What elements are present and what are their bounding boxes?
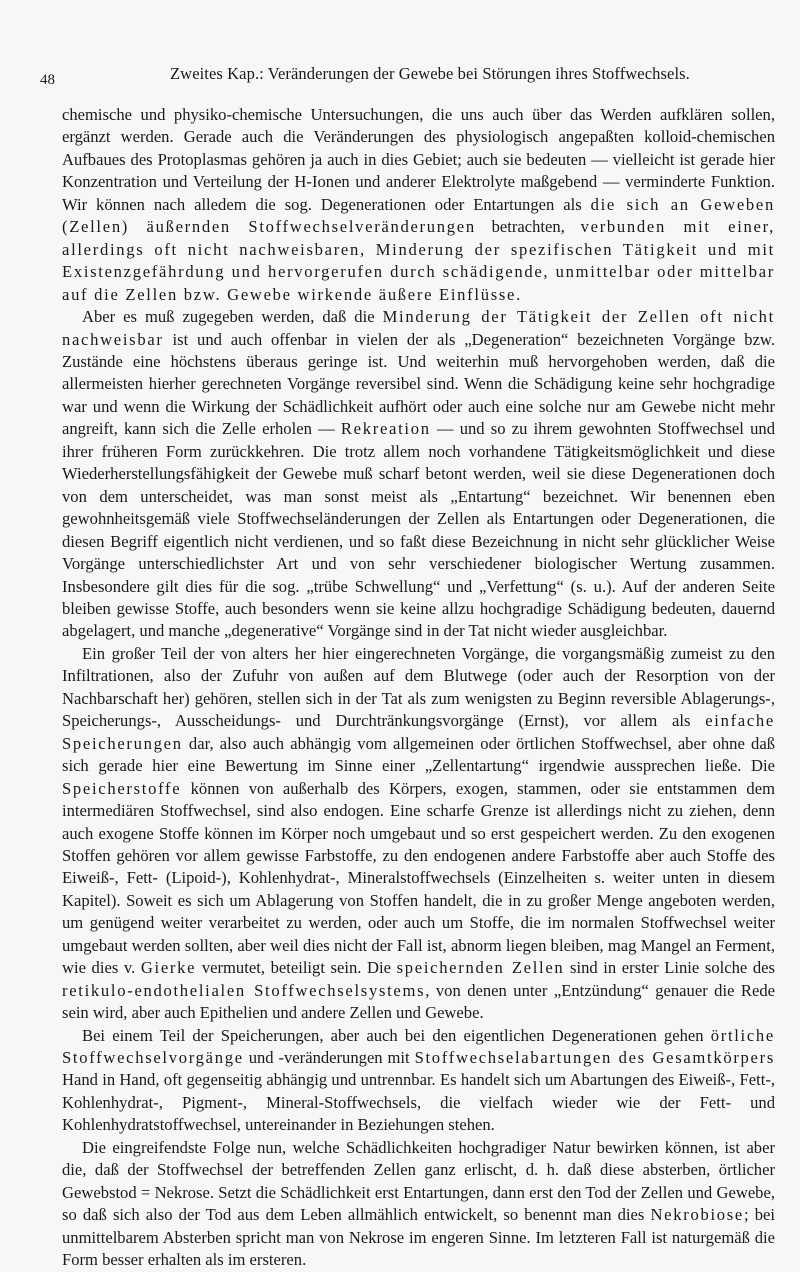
text-run: Die eingreifendste Folge nun, welche Schädlichkeiten hochgradiger Natur bewirken können, ist aber die, daß der Stoffwechsel der betreffenden Zellen ganz erlischt, d. h. daß diese absterben, örtlicher Gewebstod = Nekrose. Setzt die Schädlichkeit erst Entartungen, dann erst den Tod der Zellen und Gewebe, so daß sich also der Tod aus dem Leben allmählich entwickelt, so benennt man dies (62, 1137, 775, 1225)
text-run: vermutet, beteiligt sein. Die (196, 958, 397, 978)
text-run: dar, also auch abhängig vom allgemeinen oder örtlichen Stoffwechsel, aber ohne daß sich gerade hier eine Bewertung im Sinne einer „Zellentartung“ irgendwie aussprechen ließe. Die (62, 733, 775, 776)
running-head: Zweites Kap.: Veränderungen der Gewebe bei Störungen ihres Stoffwechsels. (170, 64, 690, 83)
text-run: ist und auch offenbar in vielen der als „Degeneration“ bezeichneten Vorgänge bzw. Zustände eine höchstens überaus geringe ist. Und weiterhin muß hervorgehoben werden, daß die allermeisten hierher gerechneten Vorgänge reversibel sind. Wenn die Schädigung keine sehr hochgradige war und wenn die Wirkung der Schädlichkeit aufhört oder auch eine solche nur am Gewebe nicht mehr angreift, kann sich die Zelle erholen — (62, 329, 775, 439)
paragraph (62, 104, 775, 306)
emphasized-text: retikulo-endothelialen Stoffwechselsystems (62, 980, 426, 1000)
text-run: können von außerhalb des Körpers, exogen, stammen, oder sie entstammen dem intermediären Stoffwechsel, sind also endogen. Eine scharfe Grenze ist allerdings nicht zu ziehen, denn auch exogene Stoffe können im Körper noch umgebaut und so erst gespeichert werden. Zu den exogenen Stoffen gehören vor allem gewisse Farbstoffe, zu den endogenen andere Farbstoffe aber auch Stoffe des Eiweiß-, Fett- (Lipoid-), Kohlenhydrat-, Mineralstoffwechsels (Einzelheiten s. weiter unten in diesem Kapitel). Soweit es sich um Ablagerung von Stoffen handelt, die in zu großer Menge angeboten werden, um genügend weiter verarbeitet zu werden, oder auch um Stoffe, die im normalen Stoffwechsel weiter umgebaut werden sollten, aber weil dies nicht der Fall ist, abnorm liegen bleiben, mag Mangel an Ferment, wie dies v. (62, 778, 775, 978)
text-run: — und so zu ihrem gewohnten Stoffwechsel und ihrer früheren Form zurückkehren. Die trotz allem noch vorhandene Tätigkeitsmöglichkeit und diese Wiederherstellungsfähigkeit der Gewebe muß scharf betont werden, weil sie diese Degenerationen doch von dem unterscheidet, was man sonst meist als „Entartung“ bezeichnet. Wir benennen eben gewohnheitsgemäß viele Stoffwechseländerungen der Zellen als Entartungen oder Degenerationen, die diesen Begriff eigentlich nicht verdienen, und so faßt diese Bezeichnung in nicht sehr glücklicher Weise Vorgänge unterschiedlichster Art und von sehr verschiedener biologischer Wertung zusammen. Insbesondere gilt dies für die sog. „trübe Schwellung“ und „Verfettung“ (s. u.). Auf der anderen Seite bleiben gewisse Stoffe, auch besonders wenn sie keine allzu hochgradige Schädigung bedeuten, dauernd abgelagert, und manche „degenerative“ Vorgänge sind in der Tat nicht wieder ausgleichbar. (62, 419, 775, 641)
emphasized-text: Rekreation (340, 419, 431, 439)
paragraph (62, 643, 775, 1025)
emphasized-text: die sich an Geweben (Zellen) äußernden Stoffwechselveränderungen (62, 194, 775, 237)
paragraph (62, 306, 775, 643)
book-page (40, 62, 776, 1272)
emphasized-text: Speicherstoffe (62, 778, 182, 798)
emphasized-text: verbunden mit einer, allerdings oft nicht nachweisbaren, Minderung der spezifischen Tätigkeit und mit Existenzgefährdung und hervorgerufen durch schädigende, unmittelbar oder mittelbar auf die Zellen bzw. Gewebe wirkende äußere Einflüsse. (62, 217, 776, 304)
text-run: ; bei unmittelbarem Absterben spricht man von Nekrose im engeren Sinne. Im letzteren Fall ist naturgemäß die Form besser erhalten als im ersteren. (62, 1205, 776, 1270)
text-run: und -veränderungen mit (243, 1048, 415, 1068)
text-run: betrachten, (475, 217, 581, 237)
text-run: Bei einem Teil der Speicherungen, aber auch bei den eigentlichen Degenerationen gehen (82, 1025, 711, 1045)
body-text (62, 104, 775, 1272)
text-run: Ein großer Teil der von alters her hier eingerechneten Vorgänge, die vorgangsmäßig zumeist zu den Infiltrationen, also der Zufuhr von außen auf dem Blutwege (oder auch der Resorption von der Nachbarschaft her) gehören, stellen sich in der Tat als zum wenigsten zu Beginn reversible Ablagerungs-, Speicherungs-, Ausscheidungs- und Durchtränkungsvorgänge (Ernst), vor allem als (62, 643, 775, 731)
emphasized-text: örtliche Stoffwechselvorgänge (62, 1025, 775, 1068)
page-header (40, 62, 775, 88)
emphasized-text: Gierke (140, 958, 197, 978)
text-run: Aber es muß zugegeben werden, daß die (82, 307, 383, 327)
text-run: , von denen unter „Entzündung“ genauer die Rede sein wird, aber auch Epithelien und andere Zellen und Gewebe. (62, 980, 775, 1023)
emphasized-text: speichernden Zellen (396, 958, 565, 978)
paragraph (62, 1137, 775, 1272)
emphasized-text: Stoffwechselabartungen des Gesamtkörpers (414, 1048, 776, 1068)
text-run: chemische und physiko-chemische Untersuchungen, die uns auch über das Werden aufklären sollen, ergänzt werden. Gerade auch die Veränderungen des physiologisch angepaßten kolloid-chemischen Aufbaues des Protoplasmas gehören ja auch in dies Gebiet; auch sie bedeuten — vielleicht ist gerade hier Konzentration und Verteilung der H-Ionen und anderer Elektrolyte maßgebend — verminderte Funktion. Wir können nach alledem die sog. Degenerationen oder Entartungen als (62, 105, 775, 214)
emphasized-text: Nekrobiose (650, 1205, 744, 1225)
page-number: 48 (40, 72, 55, 88)
emphasized-text: einfache Speicherungen (62, 711, 775, 753)
text-run: sind in erster Linie solche des (564, 958, 775, 978)
paragraph (62, 1025, 775, 1137)
emphasized-text: Minderung der Tätigkeit der Zellen oft nicht nachweisbar (62, 307, 775, 349)
text-run: Hand in Hand, oft gegenseitig abhängig und untrennbar. Es handelt sich um Abartungen des Eiweiß-, Fett-, Kohlenhydrat-, Pigment-, Mineral-Stoffwechsels, die vielfach wieder wie der Fett- und Kohlenhydratstoffwechsel, untereinander in Beziehungen stehen. (62, 1070, 775, 1135)
